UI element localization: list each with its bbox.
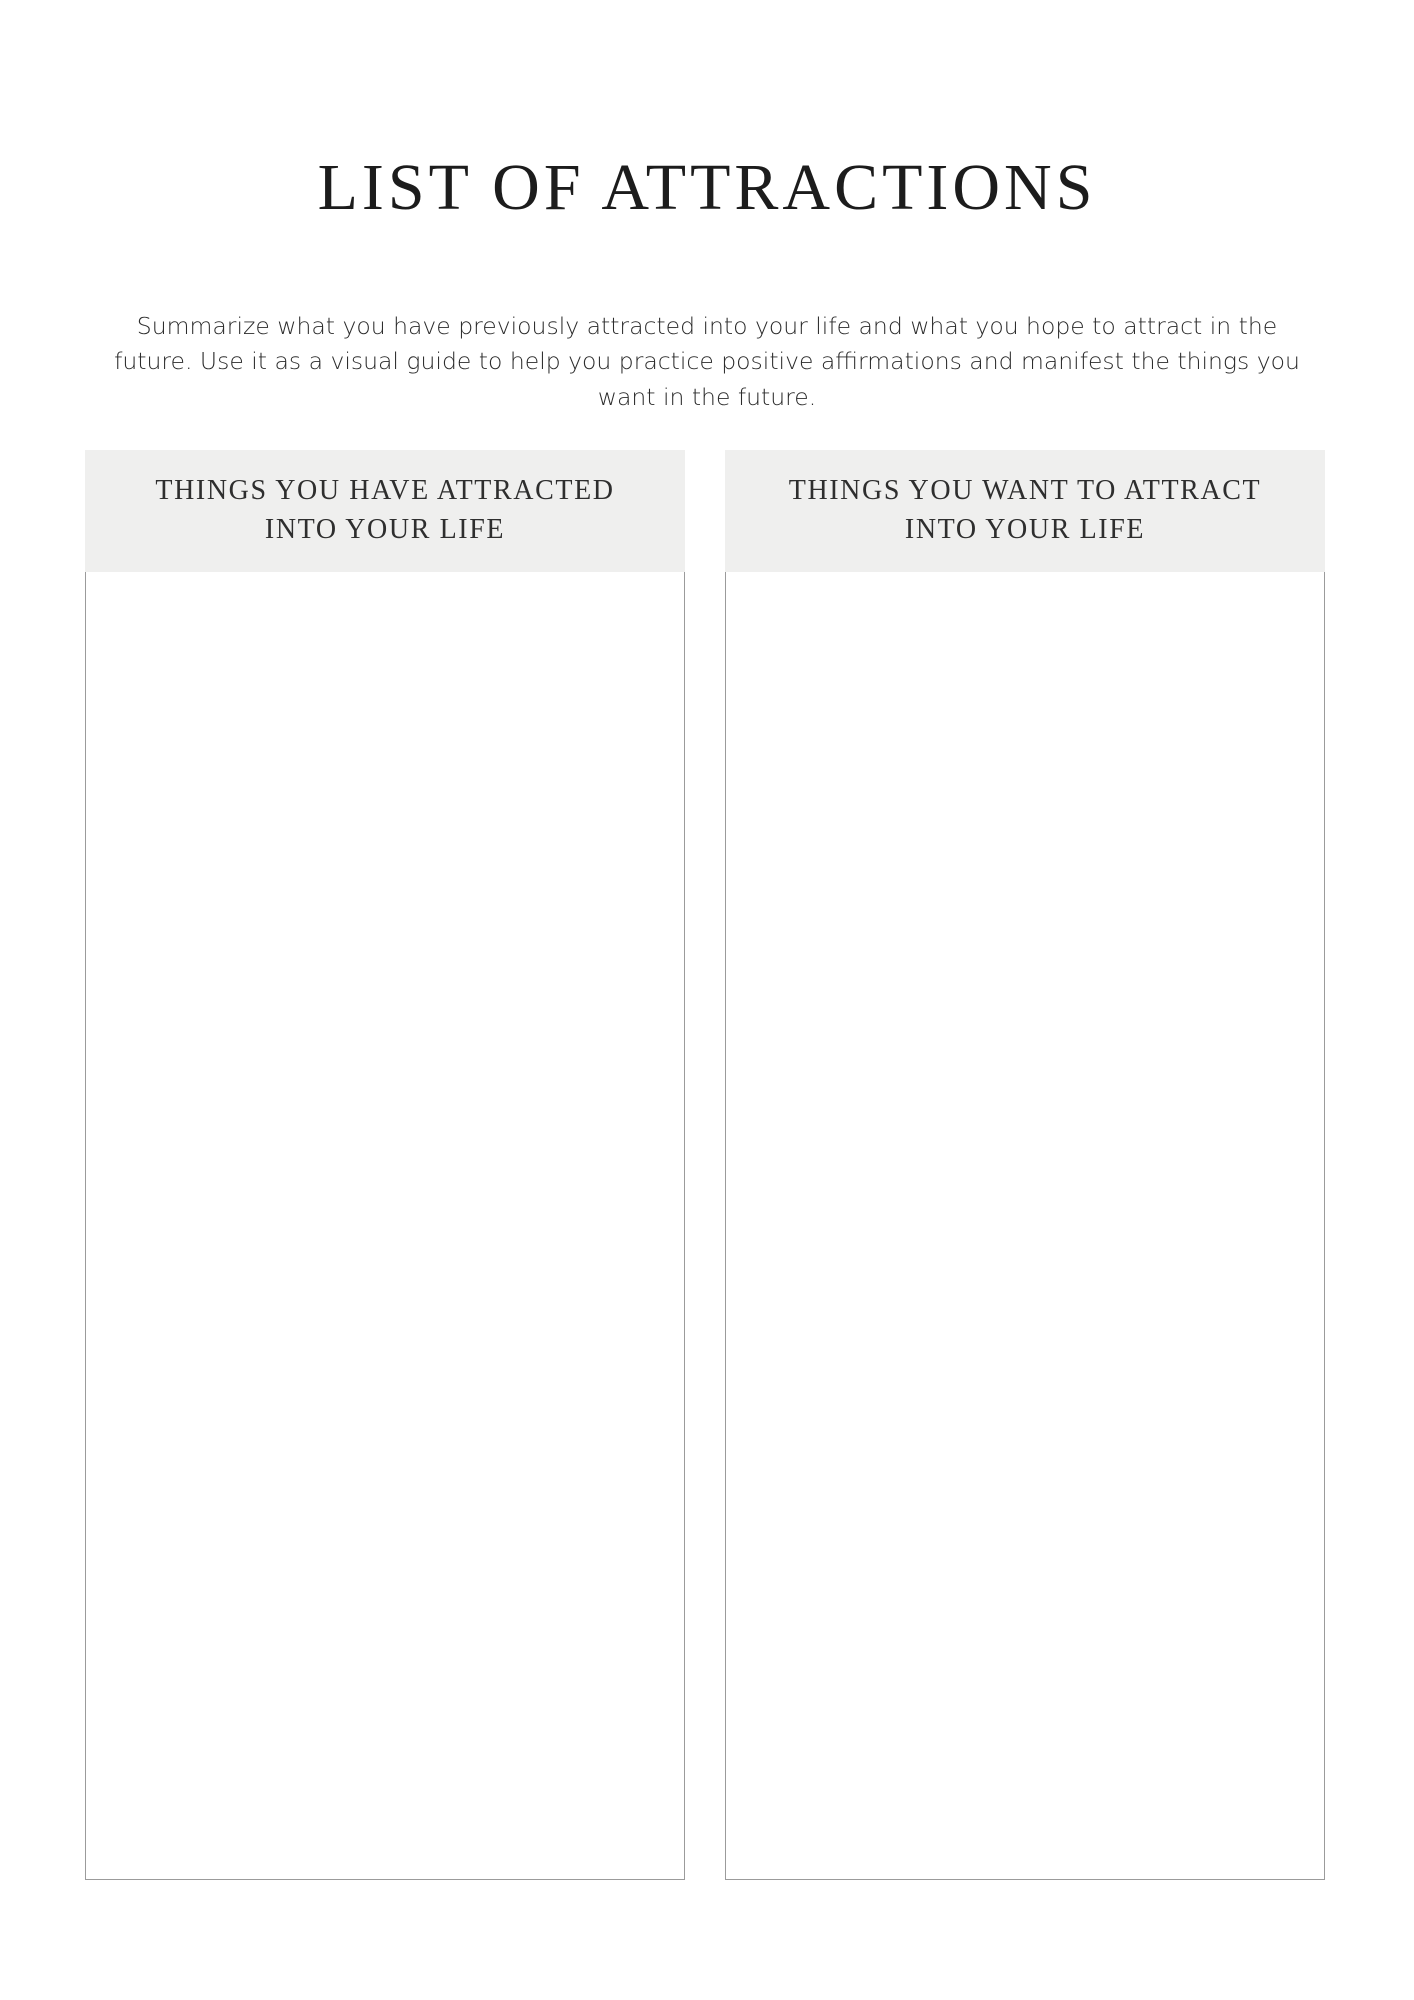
page-title: LIST OF ATTRACTIONS bbox=[317, 151, 1097, 225]
column-things-attracted bbox=[85, 450, 685, 1880]
column-entries-want[interactable] bbox=[726, 572, 1324, 1879]
column-things-want bbox=[725, 450, 1325, 1880]
column-header-attracted-label: THINGS YOU HAVE ATTRACTED INTO YOUR LIFE bbox=[155, 475, 615, 545]
column-header-attracted bbox=[85, 450, 685, 572]
column-entries-attracted[interactable] bbox=[86, 572, 684, 1879]
column-header-want-label: THINGS YOU WANT TO ATTRACT INTO YOUR LIFE bbox=[788, 475, 1262, 545]
intro-paragraph: Summarize what you have previously attracted into your life and what you hope to attract in the future. Use it as a visual guide to help you practice positive affirmations and manifest the things you want in the future. bbox=[114, 311, 1300, 411]
attraction-columns bbox=[85, 450, 1325, 1880]
column-header-want bbox=[725, 450, 1325, 572]
column-writing-area-attracted[interactable] bbox=[85, 572, 685, 1880]
column-writing-area-want[interactable] bbox=[725, 572, 1325, 1880]
